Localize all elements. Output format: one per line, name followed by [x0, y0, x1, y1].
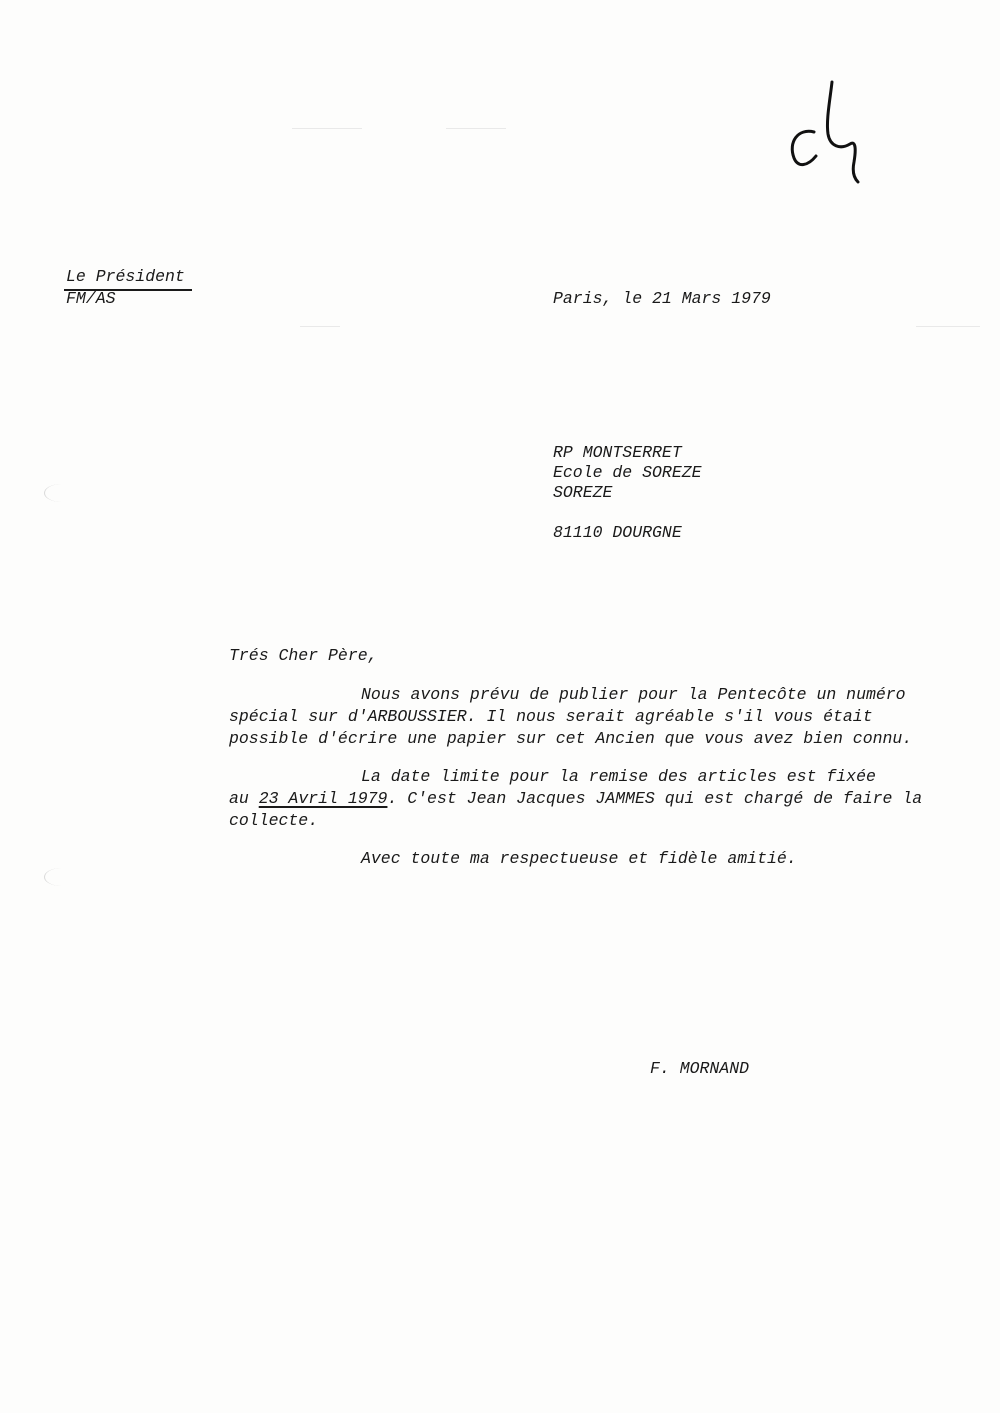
handwritten-initials: [780, 70, 870, 190]
closing-line: Avec toute ma respectueuse et fidèle amitié.: [361, 849, 797, 868]
body-line: collecte.: [229, 811, 319, 830]
body-text: au: [229, 789, 259, 808]
salutation: Trés Cher Père,: [229, 646, 378, 665]
signature-name: F. MORNAND: [650, 1059, 750, 1078]
deadline-date: 23 Avril 1979: [258, 789, 388, 808]
body-line: [229, 788, 922, 810]
date-line: Paris, le 21 Mars 1979: [553, 289, 771, 308]
punch-hole-top: [44, 484, 79, 502]
show-through-line: [292, 128, 362, 129]
recipient-address-line: SOREZE: [553, 483, 613, 502]
show-through-line: [446, 128, 506, 129]
recipient-address-line: Ecole de SOREZE: [553, 463, 702, 482]
recipient-postcode-city: 81110 DOURGNE: [553, 523, 682, 542]
body-line: spécial sur d'ARBOUSSIER. Il nous serait agréable s'il vous était: [229, 707, 873, 726]
show-through-line: [916, 326, 980, 327]
sender-title: Le Président: [66, 267, 185, 286]
punch-hole-bottom: [44, 868, 79, 886]
sender-reference: FM/AS: [66, 289, 116, 308]
body-text: . C'est Jean Jacques JAMMES qui est chargé de faire la: [387, 789, 923, 808]
recipient-name: RP MONTSERRET: [553, 443, 682, 462]
body-line: possible d'écrire une papier sur cet Ancien que vous avez bien connu.: [229, 729, 913, 748]
show-through-line: [300, 326, 340, 327]
body-line: La date limite pour la remise des articles est fixée: [361, 767, 876, 786]
body-line: Nous avons prévu de publier pour la Pentecôte un numéro: [361, 685, 906, 704]
